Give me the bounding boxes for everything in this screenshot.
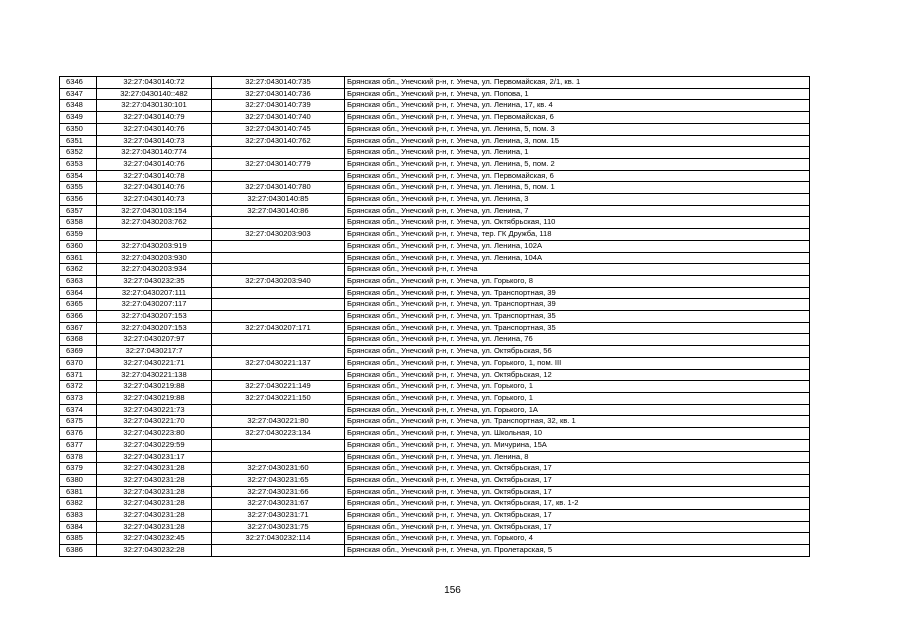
row-number-cell: 6381: [60, 486, 97, 498]
object-number-cell: [212, 334, 345, 346]
parcel-number-cell: 32:27:0430140::482: [97, 88, 212, 100]
table-row: [60, 182, 810, 194]
row-number-cell: 6372: [60, 381, 97, 393]
row-number-cell: 6351: [60, 135, 97, 147]
address-cell: Брянская обл., Унечский р-н, г. Унеча, ул. Ленина, 3: [345, 194, 810, 206]
row-number-cell: 6371: [60, 369, 97, 381]
row-number-cell: 6365: [60, 299, 97, 311]
address-cell: Брянская обл., Унечский р-н, г. Унеча, ул. Транспортная, 35: [345, 311, 810, 323]
address-cell: Брянская обл., Унечский р-н, г. Унеча, ул. Транспортная, 39: [345, 299, 810, 311]
table-row: [60, 123, 810, 135]
parcel-number-cell: 32:27:0430130:101: [97, 100, 212, 112]
table-row: [60, 510, 810, 522]
address-cell: Брянская обл., Унечский р-н, г. Унеча, ул. Первомайская, 6: [345, 170, 810, 182]
parcel-number-cell: 32:27:0430221:71: [97, 357, 212, 369]
table-row: [60, 299, 810, 311]
table-row: [60, 88, 810, 100]
object-number-cell: 32:27:0430140:736: [212, 88, 345, 100]
row-number-cell: 6358: [60, 217, 97, 229]
row-number-cell: 6360: [60, 240, 97, 252]
object-number-cell: 32:27:0430221:137: [212, 357, 345, 369]
object-number-cell: 32:27:0430140:86: [212, 205, 345, 217]
row-number-cell: 6373: [60, 392, 97, 404]
parcel-number-cell: 32:27:0430219:88: [97, 381, 212, 393]
object-number-cell: 32:27:0430231:66: [212, 486, 345, 498]
parcel-number-cell: 32:27:0430231:28: [97, 510, 212, 522]
row-number-cell: 6355: [60, 182, 97, 194]
parcel-number-cell: 32:27:0430207:111: [97, 287, 212, 299]
row-number-cell: 6362: [60, 264, 97, 276]
address-cell: Брянская обл., Унечский р-н, г. Унеча, ул. Октябрьская, 17: [345, 510, 810, 522]
address-cell: Брянская обл., Унечский р-н, г. Унеча, ул. Мичурина, 15А: [345, 439, 810, 451]
parcel-number-cell: 32:27:0430219:88: [97, 392, 212, 404]
address-cell: Брянская обл., Унечский р-н, г. Унеча, ул. Горького, 1, пом. III: [345, 357, 810, 369]
table-row: [60, 369, 810, 381]
address-cell: Брянская обл., Унечский р-н, г. Унеча, ул. Транспортная, 39: [345, 287, 810, 299]
parcel-number-cell: 32:27:0430231:28: [97, 498, 212, 510]
row-number-cell: 6370: [60, 357, 97, 369]
row-number-cell: 6349: [60, 112, 97, 124]
cadastral-table: [59, 76, 810, 557]
table-row: [60, 498, 810, 510]
table-row: [60, 451, 810, 463]
parcel-number-cell: 32:27:0430140:79: [97, 112, 212, 124]
parcel-number-cell: 32:27:0430207:153: [97, 311, 212, 323]
parcel-number-cell: 32:27:0430221:73: [97, 404, 212, 416]
object-number-cell: 32:27:0430140:762: [212, 135, 345, 147]
table-row: [60, 264, 810, 276]
address-cell: Брянская обл., Унечский р-н, г. Унеча, ул. Октябрьская, 12: [345, 369, 810, 381]
table-row: [60, 170, 810, 182]
object-number-cell: 32:27:0430140:85: [212, 194, 345, 206]
table-row: [60, 322, 810, 334]
address-cell: Брянская обл., Унечский р-н, г. Унеча, ул. Горького, 4: [345, 533, 810, 545]
table-row: [60, 357, 810, 369]
object-number-cell: 32:27:0430140:739: [212, 100, 345, 112]
object-number-cell: [212, 217, 345, 229]
parcel-number-cell: 32:27:0430232:35: [97, 275, 212, 287]
address-cell: Брянская обл., Унечский р-н, г. Унеча, ул. Октябрьская, 56: [345, 346, 810, 358]
table-row: [60, 147, 810, 159]
object-number-cell: 32:27:0430140:780: [212, 182, 345, 194]
table-row: [60, 77, 810, 89]
object-number-cell: [212, 346, 345, 358]
row-number-cell: 6359: [60, 229, 97, 241]
table-row: [60, 346, 810, 358]
parcel-number-cell: 32:27:0430231:28: [97, 474, 212, 486]
row-number-cell: 6383: [60, 510, 97, 522]
address-cell: Брянская обл., Унечский р-н, г. Унеча, ул. Октябрьская, 17: [345, 486, 810, 498]
table-row: [60, 112, 810, 124]
parcel-number-cell: 32:27:0430140:774: [97, 147, 212, 159]
row-number-cell: 6376: [60, 428, 97, 440]
parcel-number-cell: [97, 229, 212, 241]
parcel-number-cell: 32:27:0430203:930: [97, 252, 212, 264]
object-number-cell: 32:27:0430140:779: [212, 158, 345, 170]
table-row: [60, 158, 810, 170]
parcel-number-cell: 32:27:0430207:97: [97, 334, 212, 346]
row-number-cell: 6348: [60, 100, 97, 112]
address-cell: Брянская обл., Унечский р-н, г. Унеча, ул. Первомайская, 6: [345, 112, 810, 124]
table-row: [60, 217, 810, 229]
object-number-cell: [212, 287, 345, 299]
parcel-number-cell: 32:27:0430231:28: [97, 521, 212, 533]
address-cell: Брянская обл., Унечский р-н, г. Унеча, ул. Ленина, 8: [345, 451, 810, 463]
table-row: [60, 439, 810, 451]
parcel-number-cell: 32:27:0430231:17: [97, 451, 212, 463]
parcel-number-cell: 32:27:0430217:7: [97, 346, 212, 358]
table-body: [60, 77, 810, 557]
table-row: [60, 194, 810, 206]
table-row: [60, 240, 810, 252]
table-row: [60, 381, 810, 393]
table-row: [60, 135, 810, 147]
table-row: [60, 392, 810, 404]
address-cell: Брянская обл., Унечский р-н, г. Унеча, ул. Попова, 1: [345, 88, 810, 100]
table-row: [60, 404, 810, 416]
object-number-cell: 32:27:0430221:149: [212, 381, 345, 393]
object-number-cell: 32:27:0430231:60: [212, 463, 345, 475]
row-number-cell: 6352: [60, 147, 97, 159]
parcel-number-cell: 32:27:0430140:73: [97, 135, 212, 147]
parcel-number-cell: 32:27:0430207:153: [97, 322, 212, 334]
object-number-cell: [212, 404, 345, 416]
row-number-cell: 6368: [60, 334, 97, 346]
table-row: [60, 334, 810, 346]
object-number-cell: 32:27:0430231:67: [212, 498, 345, 510]
object-number-cell: [212, 264, 345, 276]
address-cell: Брянская обл., Унечский р-н, г. Унеча, ул. Первомайская, 2/1, кв. 1: [345, 77, 810, 89]
parcel-number-cell: 32:27:0430203:762: [97, 217, 212, 229]
row-number-cell: 6347: [60, 88, 97, 100]
row-number-cell: 6378: [60, 451, 97, 463]
row-number-cell: 6357: [60, 205, 97, 217]
parcel-number-cell: 32:27:0430221:138: [97, 369, 212, 381]
object-number-cell: 32:27:0430140:735: [212, 77, 345, 89]
parcel-number-cell: 32:27:0430203:919: [97, 240, 212, 252]
row-number-cell: 6346: [60, 77, 97, 89]
row-number-cell: 6385: [60, 533, 97, 545]
table-row: [60, 100, 810, 112]
table-row: [60, 205, 810, 217]
address-cell: Брянская обл., Унечский р-н, г. Унеча, ул. Октябрьская, 17: [345, 463, 810, 475]
row-number-cell: 6364: [60, 287, 97, 299]
row-number-cell: 6363: [60, 275, 97, 287]
object-number-cell: 32:27:0430140:740: [212, 112, 345, 124]
parcel-number-cell: 32:27:0430223:80: [97, 428, 212, 440]
object-number-cell: 32:27:0430207:171: [212, 322, 345, 334]
parcel-number-cell: 32:27:0430140:73: [97, 194, 212, 206]
object-number-cell: [212, 311, 345, 323]
table-row: [60, 287, 810, 299]
row-number-cell: 6377: [60, 439, 97, 451]
row-number-cell: 6354: [60, 170, 97, 182]
address-cell: Брянская обл., Унечский р-н, г. Унеча, ул. Октябрьская, 17: [345, 521, 810, 533]
address-cell: Брянская обл., Унечский р-н, г. Унеча, ул. Ленина, 76: [345, 334, 810, 346]
page-number: 156: [444, 585, 461, 596]
address-cell: Брянская обл., Унечский р-н, г. Унеча, ул. Транспортная, 35: [345, 322, 810, 334]
object-number-cell: 32:27:0430203:940: [212, 275, 345, 287]
parcel-number-cell: 32:27:0430140:76: [97, 182, 212, 194]
object-number-cell: 32:27:0430203:903: [212, 229, 345, 241]
row-number-cell: 6367: [60, 322, 97, 334]
row-number-cell: 6369: [60, 346, 97, 358]
object-number-cell: 32:27:0430223:134: [212, 428, 345, 440]
object-number-cell: 32:27:0430232:114: [212, 533, 345, 545]
parcel-number-cell: 32:27:0430221:70: [97, 416, 212, 428]
address-cell: Брянская обл., Унечский р-н, г. Унеча: [345, 264, 810, 276]
object-number-cell: [212, 252, 345, 264]
table-row: [60, 521, 810, 533]
address-cell: Брянская обл., Унечский р-н, г. Унеча, ул. Ленина, 7: [345, 205, 810, 217]
table-row: [60, 416, 810, 428]
row-number-cell: 6350: [60, 123, 97, 135]
row-number-cell: 6361: [60, 252, 97, 264]
object-number-cell: 32:27:0430231:65: [212, 474, 345, 486]
row-number-cell: 6379: [60, 463, 97, 475]
parcel-number-cell: 32:27:0430229:59: [97, 439, 212, 451]
object-number-cell: [212, 451, 345, 463]
table-row: [60, 428, 810, 440]
address-cell: Брянская обл., Унечский р-н, г. Унеча, ул. Ленина, 5, пом. 1: [345, 182, 810, 194]
object-number-cell: [212, 240, 345, 252]
row-number-cell: 6356: [60, 194, 97, 206]
parcel-number-cell: 32:27:0430203:934: [97, 264, 212, 276]
object-number-cell: [212, 147, 345, 159]
row-number-cell: 6375: [60, 416, 97, 428]
table-row: [60, 486, 810, 498]
address-cell: Брянская обл., Унечский р-н, г. Унеча, ул. Школьная, 10: [345, 428, 810, 440]
object-number-cell: [212, 545, 345, 557]
parcel-number-cell: 32:27:0430231:28: [97, 463, 212, 475]
table-row: [60, 474, 810, 486]
object-number-cell: 32:27:0430221:150: [212, 392, 345, 404]
object-number-cell: [212, 170, 345, 182]
object-number-cell: 32:27:0430231:75: [212, 521, 345, 533]
address-cell: Брянская обл., Унечский р-н, г. Унеча, ул. Горького, 1А: [345, 404, 810, 416]
address-cell: Брянская обл., Унечский р-н, г. Унеча, ул. Ленина, 3, пом. 15: [345, 135, 810, 147]
parcel-number-cell: 32:27:0430140:76: [97, 123, 212, 135]
address-cell: Брянская обл., Унечский р-н, г. Унеча, ул. Ленина, 5, пом. 3: [345, 123, 810, 135]
parcel-number-cell: 32:27:0430231:28: [97, 486, 212, 498]
row-number-cell: 6353: [60, 158, 97, 170]
object-number-cell: [212, 369, 345, 381]
table-row: [60, 463, 810, 475]
address-cell: Брянская обл., Унечский р-н, г. Унеча, ул. Горького, 8: [345, 275, 810, 287]
address-cell: Брянская обл., Унечский р-н, г. Унеча, ул. Ленина, 1: [345, 147, 810, 159]
object-number-cell: [212, 299, 345, 311]
row-number-cell: 6384: [60, 521, 97, 533]
row-number-cell: 6382: [60, 498, 97, 510]
row-number-cell: 6380: [60, 474, 97, 486]
address-cell: Брянская обл., Унечский р-н, г. Унеча, ул. Горького, 1: [345, 381, 810, 393]
table-row: [60, 545, 810, 557]
row-number-cell: 6374: [60, 404, 97, 416]
table-row: [60, 311, 810, 323]
parcel-number-cell: 32:27:0430103:154: [97, 205, 212, 217]
parcel-number-cell: 32:27:0430232:45: [97, 533, 212, 545]
address-cell: Брянская обл., Унечский р-н, г. Унеча, ул. Октябрьская, 110: [345, 217, 810, 229]
parcel-number-cell: 32:27:0430207:117: [97, 299, 212, 311]
row-number-cell: 6386: [60, 545, 97, 557]
table-row: [60, 252, 810, 264]
object-number-cell: 32:27:0430140:745: [212, 123, 345, 135]
object-number-cell: 32:27:0430231:71: [212, 510, 345, 522]
address-cell: Брянская обл., Унечский р-н, г. Унеча, ул. Пролетарская, 5: [345, 545, 810, 557]
object-number-cell: 32:27:0430221:80: [212, 416, 345, 428]
address-cell: Брянская обл., Унечский р-н, г. Унеча, ул. Ленина, 104А: [345, 252, 810, 264]
address-cell: Брянская обл., Унечский р-н, г. Унеча, ул. Горького, 1: [345, 392, 810, 404]
address-cell: Брянская обл., Унечский р-н, г. Унеча, тер. ГК Дружба, 118: [345, 229, 810, 241]
address-cell: Брянская обл., Унечский р-н, г. Унеча, ул. Октябрьская, 17: [345, 474, 810, 486]
parcel-number-cell: 32:27:0430140:72: [97, 77, 212, 89]
address-cell: Брянская обл., Унечский р-н, г. Унеча, ул. Транспортная, 32, кв. 1: [345, 416, 810, 428]
object-number-cell: [212, 439, 345, 451]
table-row: [60, 229, 810, 241]
address-cell: Брянская обл., Унечский р-н, г. Унеча, ул. Ленина, 17, кв. 4: [345, 100, 810, 112]
address-cell: Брянская обл., Унечский р-н, г. Унеча, ул. Ленина, 102А: [345, 240, 810, 252]
parcel-number-cell: 32:27:0430140:76: [97, 158, 212, 170]
table-row: [60, 275, 810, 287]
table-row: [60, 533, 810, 545]
parcel-number-cell: 32:27:0430140:78: [97, 170, 212, 182]
row-number-cell: 6366: [60, 311, 97, 323]
parcel-number-cell: 32:27:0430232:28: [97, 545, 212, 557]
address-cell: Брянская обл., Унечский р-н, г. Унеча, ул. Октябрьская, 17, кв. 1-2: [345, 498, 810, 510]
address-cell: Брянская обл., Унечский р-н, г. Унеча, ул. Ленина, 5, пом. 2: [345, 158, 810, 170]
